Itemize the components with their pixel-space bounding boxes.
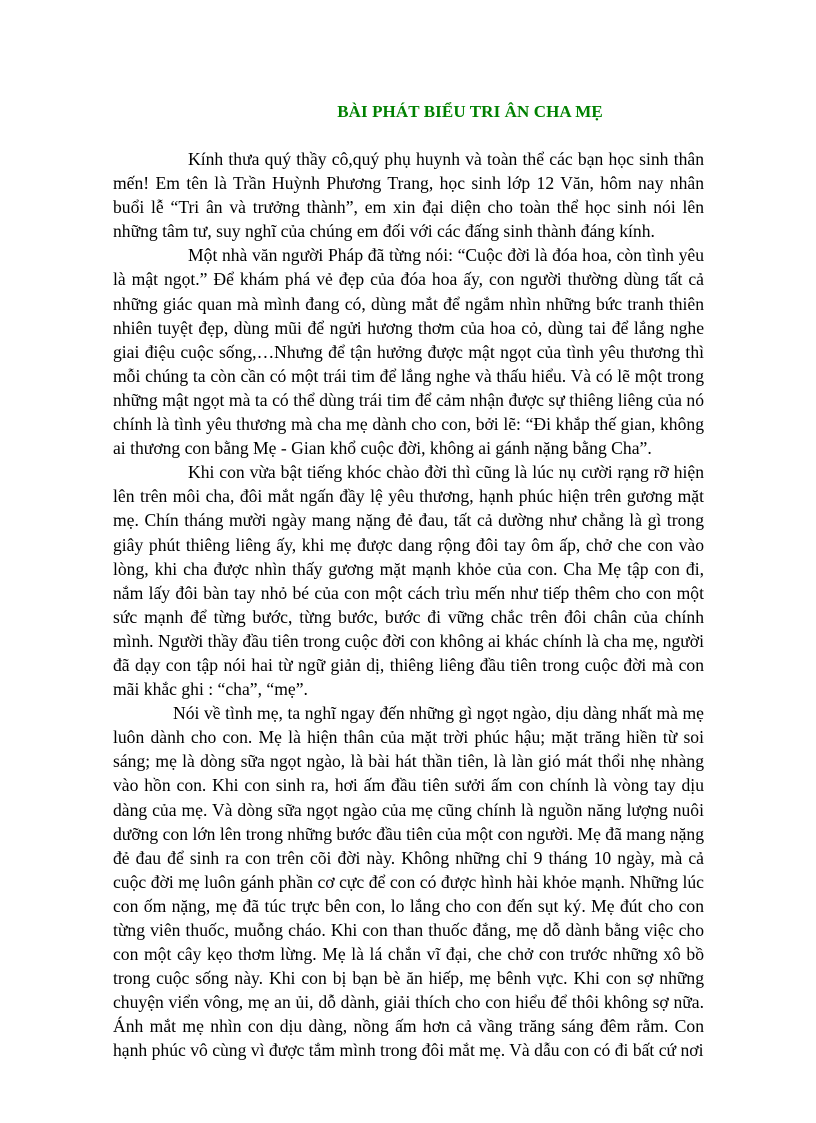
paragraph-mother: Nói về tình mẹ, ta nghĩ ngay đến những gì ngọt ngào, dịu dàng nhất mà mẹ luôn dành cho con. Mẹ là hiện thân của mặt trời phúc hậu; mặt trăng hiền từ soi sáng; mẹ là dòng sữa ngọt ngào, là bài hát thần tiên, là làn gió mát thổi nhẹ nhàng vào hồn con. Khi con sinh ra, hơi ấm đầu tiên sưởi ấm con chính là vòng tay dịu dàng của mẹ. Và dòng sữa ngọt ngào của mẹ cũng chính là nguồn năng lượng nuôi dưỡng con lớn lên trong những bước đầu tiên của một con người. Mẹ đã mang nặng đẻ đau để sinh ra con trên cõi đời này. Không những chỉ 9 tháng 10 ngày, mà cả cuộc đời mẹ luôn gánh phần cơ cực để con có được hình hài khỏe mạnh. Những lúc con ốm nặng, mẹ đã túc trực bên con, lo lắng cho con đến sụt ký. Mẹ đút cho con từng viên thuốc, muỗng cháo. Khi con than thuốc đắng, mẹ dỗ dành bằng việc cho con một cây kẹo thơm lừng. Mẹ là lá chắn vĩ đại, che chở con trước những xô bồ trong cuộc sống này. Khi con bị bạn bè ăn hiếp, mẹ bênh vực. Khi con sợ những chuyện viển vông, mẹ an ủi, dỗ dành, giải thích cho con hiểu để thôi không sợ nữa. Ánh mắt mẹ nhìn con dịu dàng, nồng ấm hơn cả vầng trăng sáng đêm rằm. Con hạnh phúc vô cùng vì được tắm mình trong đôi mắt mẹ. Và dẫu con có đi bất cứ nơi: [113, 703, 704, 1061]
document-body: [113, 147, 704, 1063]
paragraph-greeting: Kính thưa quý thầy cô,quý phụ huynh và toàn thể các bạn học sinh thân mến! Em tên là Trần Huỳnh Phương Trang, học sinh lớp 12 Văn, hôm nay nhân buổi lễ “Tri ân và trưởng thành”, em xin đại diện cho toàn thể học sinh nói lên những tâm tư, suy nghĩ của chúng em đối với các đấng sinh thành đáng kính.: [113, 149, 704, 242]
document-title: BÀI PHÁT BIỂU TRI ÂN CHA MẸ: [337, 102, 603, 121]
paragraph-quote: Một nhà văn người Pháp đã từng nói: “Cuộc đời là đóa hoa, còn tình yêu là mật ngọt.” Để khám phá vẻ đẹp của đóa hoa ấy, con người thường dùng tất cả những giác quan mà mình đang có, dùng mắt để ngắm nhìn những bức tranh thiên nhiên tuyệt đẹp, dùng mũi để ngửi hương thơm của hoa cỏ, dùng tai để lắng nghe giai điệu cuộc sống,…Nhưng để tận hưởng được mật ngọt của tình yêu thương thì mỗi chúng ta còn cần có một trái tim để lắng nghe và thấu hiểu. Và có lẽ một trong những mật ngọt mà ta có thể dùng trái tim để cảm nhận được sự thiêng liêng của nó chính là tình yêu thương mà cha mẹ dành cho con, bởi lẽ: “Đi khắp thế gian, không ai thương con bằng Mẹ - Gian khổ cuộc đời, không ai gánh nặng bằng Cha”.: [113, 245, 704, 459]
paragraph-birth: Khi con vừa bật tiếng khóc chào đời thì cũng là lúc nụ cười rạng rỡ hiện lên trên môi cha, đôi mắt ngấn đầy lệ yêu thương, hạnh phúc hiện trên gương mặt mẹ. Chín tháng mười ngày mang nặng đẻ đau, tất cả dường như chẳng là gì trong giây phút thiêng liêng ấy, khi mẹ được dang rộng đôi tay ôm ấp, chở che con vào lòng, khi cha được nhìn thấy gương mặt mạnh khỏe của con. Cha Mẹ tập con đi, nắm lấy đôi bàn tay nhỏ bé của con một cách trìu mến như tiếp thêm cho con một sức mạnh để từng bước, từng bước, bước đi vững chắc trên đôi chân của chính mình. Người thầy đầu tiên trong cuộc đời con không ai khác chính là cha mẹ, người đã dạy con tập nói hai từ ngữ giản dị, thiêng liêng đầu tiên trong cuộc đời mà con mãi khắc ghi : “cha”, “mẹ”.: [113, 462, 704, 700]
